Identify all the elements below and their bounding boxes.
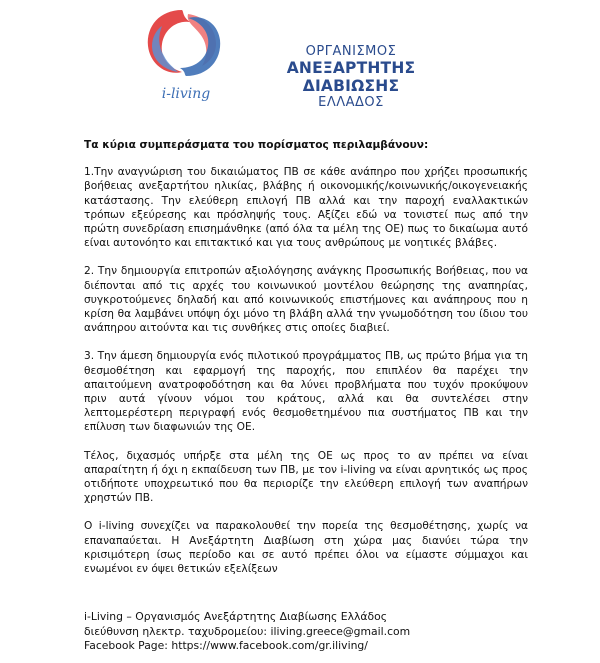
paragraph-1: 1.Την αναγνώριση του δικαιώματος ΠΒ σε κάθε ανάπηρο που χρήζει προσωπικής βοήθειας ανεξαρτήτου ηλικίας, βλάβης ή οικονομικής/κοινωνικής/οικογενειακής κατάστασης. Την ελεύθερη επιλογή ΠΒ αλλά και την παροχή εναλλακτικών τρόπων εξεύρεσης και πρόσληψής τους. Αξίζει εδώ να τονιστεί πως από την πρώτη συνεδρίαση επισημάνθηκε (από όλα τα μέλη της ΟΕ) πως το δικαίωμα αυτό είναι αυτονόητο και επιτακτικό και για τους ανθρώπους με νοητικές βλάβες.: [84, 166, 528, 250]
org-name-line2: ΑΝΕΞΑΡΤΗΤΗΣ ΔΙΑΒΙΩΣΗΣ: [286, 59, 416, 95]
org-name-line1: ΟΡΓΑΝΙΣΜΟΣ: [305, 44, 397, 59]
document-body: [84, 138, 528, 590]
organization-name: [236, 44, 466, 110]
paragraph-4: Τέλος, διχασμός υπήρξε στα μέλη της ΟΕ ως προς το αν πρέπει να είναι απαραίτητη ή όχι η εκπαίδευση των ΠΒ, με τον i-living να είναι αρνητικός ως προς οτιδήποτε υποχρεωτικό που θα περιορίζε την ελεύθερη επιλογή των αναπήρων χρηστών ΠΒ.: [84, 449, 528, 505]
footer-org-line: i-Living – Οργανισμός Ανεξάρτητης Διαβίωσης Ελλάδος: [84, 610, 388, 623]
footer: [84, 610, 528, 654]
org-name-line3: ΕΛΛΑΔΟΣ: [318, 95, 384, 110]
logo-wordmark: i-living: [161, 86, 211, 102]
letterhead: [0, 0, 600, 120]
paragraph-5: Ο i-living συνεχίζει να παρακολουθεί την πορεία της θεσμοθέτησης, χωρίς να επαναπαύεται. Η Ανεξάρτητη Διαβίωση στη χώρα μας διανύει τώρα την κρισιμότερη ίσως περίοδο και σε αυτό πρέπει όλοι να είμαστε σύμμαχοι και ενωμένοι εν όψει θετικών εξελίξεων: [84, 520, 528, 576]
paragraph-2: 2. Την δημιουργία επιτροπών αξιολόγησης ανάγκης Προσωπικής Βοήθειας, που να διέπονται από τις αρχές του κοινωνικού μοντέλου θεώρησης της αναπηρίας, συγκροτούμενες δηλαδή και από κοινωνικούς επιστήμονες και ανάπηρους που η κρίση θα λαμβάνει υπόψη όχι μόνο τη βλάβη αλλά την γνωμοδότηση του ίδιου του ανάπηρου αιτούντα και τις συνθήκες στις οποίες διαβιεί.: [84, 265, 528, 335]
footer-email-line: διεύθυνση ηλεκτρ. ταχυδρομείου: iliving.greece@gmail.com: [84, 624, 411, 638]
footer-facebook-line: Facebook Page: https://www.facebook.com/gr.iliving/: [84, 639, 368, 652]
paragraph-3: 3. Την άμεση δημιουργία ενός πιλοτικού προγράμματος ΠΒ, ως πρώτο βήμα για τη θεσμοθέτηση και εφαρμογή της παροχής, που επιπλέον θα παρέχει την απαιτούμενη ανατροφοδότηση και θα λύνει προβλήματα που τυχόν προκύψουν πριν αυτά γίνουν νόμοι του κράτους, αλλά και θα συντελέσει στην λεπτομερέστερη περιγραφή ενός θεσμοθετημένου πια συστήματος ΠΒ και την επίλυση των διαφωνιών της ΟΕ.: [84, 350, 528, 434]
section-heading: Τα κύρια συμπεράσματα του πορίσματος περιλαμβάνουν:: [84, 139, 429, 151]
